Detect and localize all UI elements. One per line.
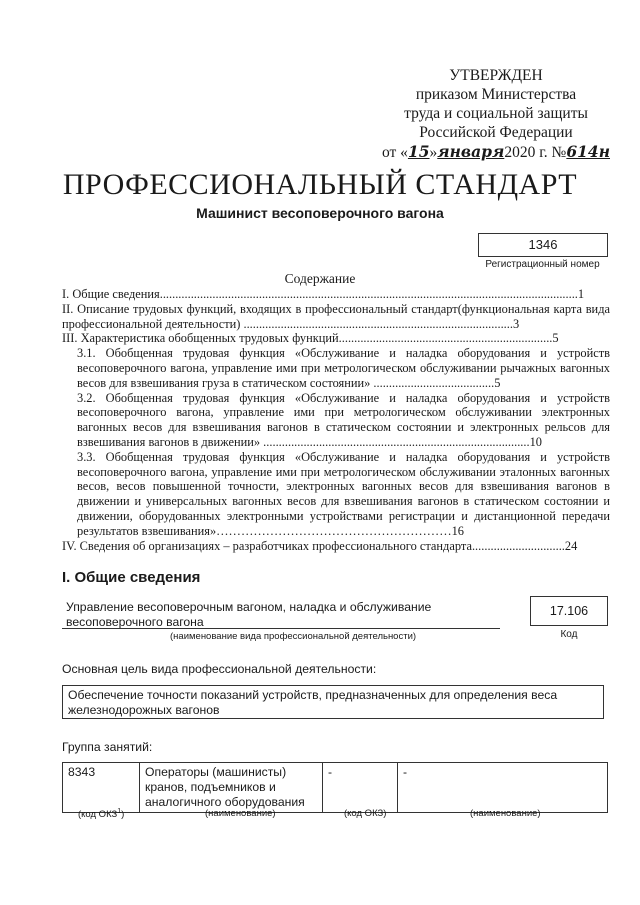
name-caption-2: (наименование) <box>470 808 541 819</box>
okz-code-caption-2: (код ОКЗ) <box>344 808 387 819</box>
section-heading: I. Общие сведения <box>62 569 201 586</box>
approval-month: января <box>437 142 505 161</box>
approval-mid: » <box>429 144 438 161</box>
okz-code-2: - <box>323 763 398 813</box>
approval-prefix: от « <box>381 144 408 161</box>
approval-number: 614н <box>566 142 610 161</box>
approval-line-3: труда и социальной защиты <box>404 105 588 122</box>
registration-number-box: 1346 <box>478 233 608 257</box>
table-of-contents <box>62 287 610 553</box>
table-row <box>63 763 608 813</box>
document-title: ПРОФЕССИОНАЛЬНЫЙ СТАНДАРТ <box>62 168 578 201</box>
group-label: Группа занятий: <box>62 740 153 754</box>
approval-day: 15 <box>407 142 430 161</box>
toc-entry-3[interactable]: III. Характеристика обобщенных трудовых функций.....................................................................5 <box>62 331 559 346</box>
activity-code-box: 17.106 <box>530 596 608 626</box>
toc-entry-2[interactable]: II. Описание трудовых функций, входящих в профессиональный стандарт(функциональная карта вида профессиональной деятельности) .......................................................................................3 <box>62 301 610 331</box>
approval-line-4: Российской Федерации <box>419 124 573 141</box>
document-subtitle: Машинист весоповерочного вагона <box>196 205 444 221</box>
name-caption-1: (наименование) <box>205 808 276 819</box>
toc-entry-4[interactable]: IV. Сведения об организациях – разработчиках профессионального стандарта..............................24 <box>62 538 578 553</box>
occupation-name-1: Операторы (машинисты) кранов, подъемников и аналогичного оборудования <box>140 763 323 813</box>
occupation-group-table <box>62 762 608 813</box>
goal-label: Основная цель вида профессиональной деятельности: <box>62 662 377 676</box>
registration-caption: Регистрационный номер <box>485 259 600 270</box>
activity-code-caption: Код <box>560 629 578 640</box>
activity-underline <box>62 628 500 629</box>
approval-date-line <box>380 142 612 162</box>
toc-heading: Содержание <box>284 271 356 286</box>
okz-code-caption-1: (код ОКЗ$^1$) <box>78 808 125 821</box>
approval-line-2: приказом Министерства <box>415 86 577 103</box>
occupation-name-2: - <box>398 763 608 813</box>
approval-line-1: УТВЕРЖДЕН <box>449 67 543 84</box>
activity-caption: (наименование вида профессиональной деятельности) <box>170 631 417 642</box>
approval-year: 2020 г. № <box>504 144 567 161</box>
toc-entry-3-1[interactable]: 3.1. Обобщенная трудовая функция «Обслуживание и наладка оборудования и устройств весоповерочного вагона, управление ими при метрологическом обслуживании рычажных вагонных весов для взвешивания груза в статическом состоянии» .......................................5 <box>77 346 610 390</box>
activity-name: Управление весоповерочным вагоном, наладка и обслуживание весоповерочного вагона <box>66 600 432 629</box>
toc-entry-3-2[interactable]: 3.2. Обобщенная трудовая функция «Обслуживание и наладка оборудования и устройств весоповерочного вагона, управление ими при метрологическом обслуживании электронных вагонных весов для взвешивания вагонов в статическом состоянии и электронных рельсов для взвешивания вагонов в движении» ......................................................................................10 <box>77 390 610 449</box>
okz-code-1: 8343 <box>63 763 140 813</box>
approval-block <box>380 66 612 162</box>
goal-box: Обеспечение точности показаний устройств, предназначенных для определения веса железнодорожных вагонов <box>62 685 604 719</box>
toc-entry-3-3[interactable]: 3.3. Обобщенная трудовая функция «Обслуживание и наладка оборудования и устройств весоповерочного вагона, управление ими при метрологическом обслуживании эталонных вагонных весов, весов повышенной точности, электронных вагонных весов для взвешивания вагонов в движении и универсальных вагонных весов для взвешивания вагонов в статическом состоянии и движении, оборудованных электронными устройствами регистрации и дистанционной передачи результатов взвешивания»…………………………………………………16 <box>77 449 610 538</box>
toc-entry-1[interactable]: I. Общие сведения.......................................................................................................................................1 <box>62 287 585 301</box>
